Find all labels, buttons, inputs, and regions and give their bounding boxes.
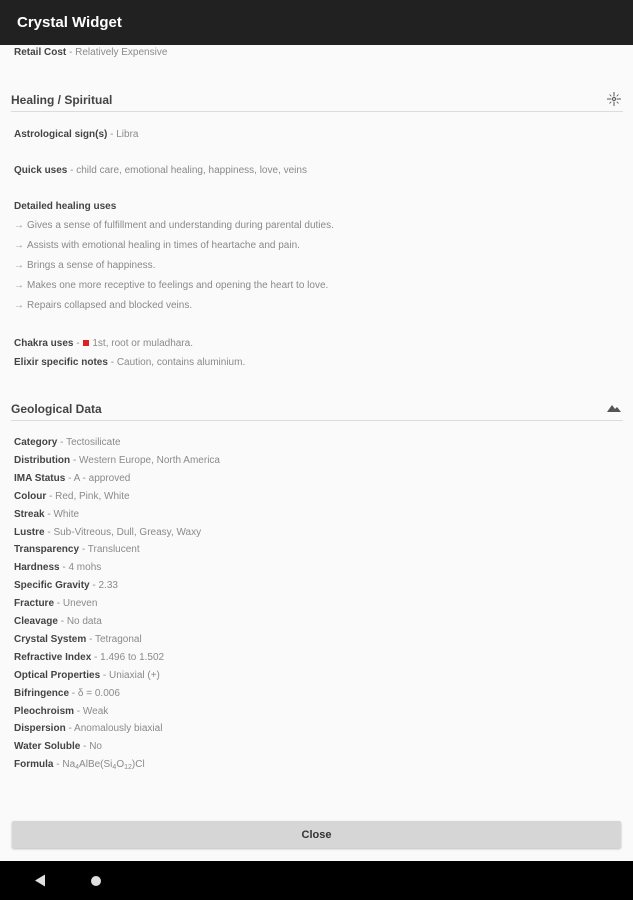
astrological-label: Astrological sign(s) [14,129,108,140]
separator: - [80,741,90,753]
geo-row-value: White [53,508,80,520]
detailed-use-text: Assists with emotional healing in times of heartache and pain. [27,240,300,251]
separator: - [107,357,117,368]
separator: - [44,526,54,538]
chakra-color-swatch [83,340,89,346]
geo-row-value: 2.33 [98,580,118,592]
detailed-uses-label: Detailed healing uses [14,201,117,212]
detailed-use-item [14,260,155,271]
geo-row-label: Water Soluble [14,741,81,753]
formula-value: $Na_4AlBe(Si_4O_{12})Cl$ [62,759,145,772]
home-circle-icon[interactable] [91,876,101,886]
geo-row-value: No [89,741,102,753]
geo-row-label: Distribution [14,454,71,466]
detailed-use-item [14,280,328,291]
separator: - [73,338,83,349]
geo-row-value: Tetragonal [94,633,142,645]
geo-row-label: Cleavage [14,616,58,627]
retail-cost-row [14,47,167,58]
detailed-use-text: Repairs collapsed and blocked veins. [27,300,193,311]
geo-row-label: Fracture [14,598,55,610]
app-title: Crystal Widget [17,14,122,31]
arrow-icon: → [14,240,24,251]
detailed-use-item [14,240,300,251]
geo-row-colour [14,491,130,502]
arrow-icon: → [14,300,24,311]
geo-row-value: δ = 0.006 [77,687,120,699]
separator: - [70,454,79,466]
quick-uses-label: Quick uses [14,165,68,176]
retail-cost-value: Relatively Expensive [75,47,168,58]
separator: - [53,759,63,771]
detailed-use-text: Gives a sense of fulfillment and understanding during parental duties. [27,220,334,231]
geo-row-value: 4 mohs [68,562,102,574]
geo-row-lustre [14,527,201,538]
sparkle-icon[interactable] [607,92,621,106]
geo-row-label: Category [14,437,58,448]
geo-row-label: Transparency [14,544,80,556]
geo-row-water-soluble [14,741,102,752]
geo-row-fracture [14,598,97,609]
geo-row-pleochroism [14,706,108,717]
geo-row-cleavage [14,616,102,627]
geo-row-label: Pleochroism [14,705,75,717]
geo-row-label: Specific Gravity [14,580,90,592]
elixir-label: Elixir specific notes [14,357,108,368]
astrological-value: Libra [116,129,139,140]
separator: - [69,687,78,699]
geo-row-value: Uneven [62,598,98,610]
geo-row-hardness [14,562,101,573]
geo-row-optical-properties [14,670,160,681]
geo-row-label: Bifringence [14,687,70,699]
arrow-icon: → [14,260,24,271]
geological-section-title: Geological Data [11,402,102,416]
geo-row-crystal-system [14,634,142,645]
detailed-use-text: Makes one more receptive to feelings and opening the heart to love. [27,280,329,291]
detailed-uses-row [14,201,116,212]
geo-row-specific-gravity [14,580,118,591]
quick-uses-row [14,165,307,176]
geo-row-value: Red, Pink, White [55,490,130,502]
elixir-value: Caution, contains aluminium. [116,357,246,368]
separator: - [57,437,67,448]
chakra-row [14,338,193,349]
app-bar [0,0,633,45]
separator: - [89,580,99,592]
geo-row-value: Translucent [87,544,140,556]
geo-row-value: Tectosilicate [66,437,121,448]
detailed-use-item [14,300,192,311]
geo-row-refractive-index [14,652,164,663]
formula-label: Formula [14,759,54,771]
geo-row-value: 1.496 to 1.502 [100,651,165,663]
formula-row [14,759,145,771]
separator: - [100,669,110,681]
healing-section-title: Healing / Spiritual [11,93,113,107]
back-triangle-icon[interactable] [34,874,46,887]
geo-row-value: No data [66,616,102,627]
astrological-row [14,129,139,140]
geo-row-label: IMA Status [14,472,66,484]
separator: - [65,472,74,484]
geological-section-header[interactable] [11,399,623,421]
separator: - [79,544,88,556]
separator: - [107,129,117,140]
geo-row-value: Sub-Vitreous, Dull, Greasy, Waxy [53,526,202,538]
geo-row-label: Dispersion [14,723,66,735]
system-nav-bar [0,861,633,900]
separator: - [67,165,77,176]
geo-row-ima-status [14,473,130,484]
geo-row-label: Streak [14,508,45,520]
separator: - [46,490,56,502]
separator: - [54,598,63,610]
arrow-icon: → [14,280,24,291]
elixir-row [14,357,245,368]
separator: - [86,633,95,645]
separator: - [44,508,54,520]
geo-row-distribution [14,455,220,466]
geo-row-category [14,437,121,448]
geo-row-value: Anomalously biaxial [74,723,163,735]
geo-row-label: Crystal System [14,633,87,645]
retail-cost-label: Retail Cost [14,47,67,58]
separator: - [65,723,75,735]
healing-section-header[interactable] [11,90,623,112]
close-button[interactable]: Close [12,821,621,848]
chakra-value: 1st, root or muladhara. [92,338,193,349]
arrow-icon: → [14,220,24,231]
separator: - [66,47,76,58]
separator: - [57,616,67,627]
geo-row-streak [14,509,79,520]
geo-row-value: Uniaxial (+) [109,669,160,681]
geo-row-value: Western Europe, North America [79,454,220,466]
separator: - [74,705,83,717]
separator: - [59,562,69,574]
geo-row-value: A - approved [73,472,131,484]
geo-row-dispersion [14,723,162,734]
geo-row-label: Refractive Index [14,651,92,663]
geo-row-bifringence [14,688,120,699]
quick-uses-value: child care, emotional healing, happiness, love, veins [76,165,307,176]
details-content[interactable] [0,45,633,815]
separator: - [91,651,101,663]
geo-row-transparency [14,544,140,555]
detailed-use-text: Brings a sense of happiness. [27,260,156,271]
geo-row-label: Optical Properties [14,669,101,681]
chakra-label: Chakra uses [14,338,74,349]
geo-row-label: Hardness [14,562,60,574]
geo-row-label: Lustre [14,526,45,538]
geo-row-label: Colour [14,490,47,502]
geo-row-value: Weak [82,705,109,717]
detailed-use-item [14,220,334,231]
mountain-icon[interactable] [607,401,621,415]
